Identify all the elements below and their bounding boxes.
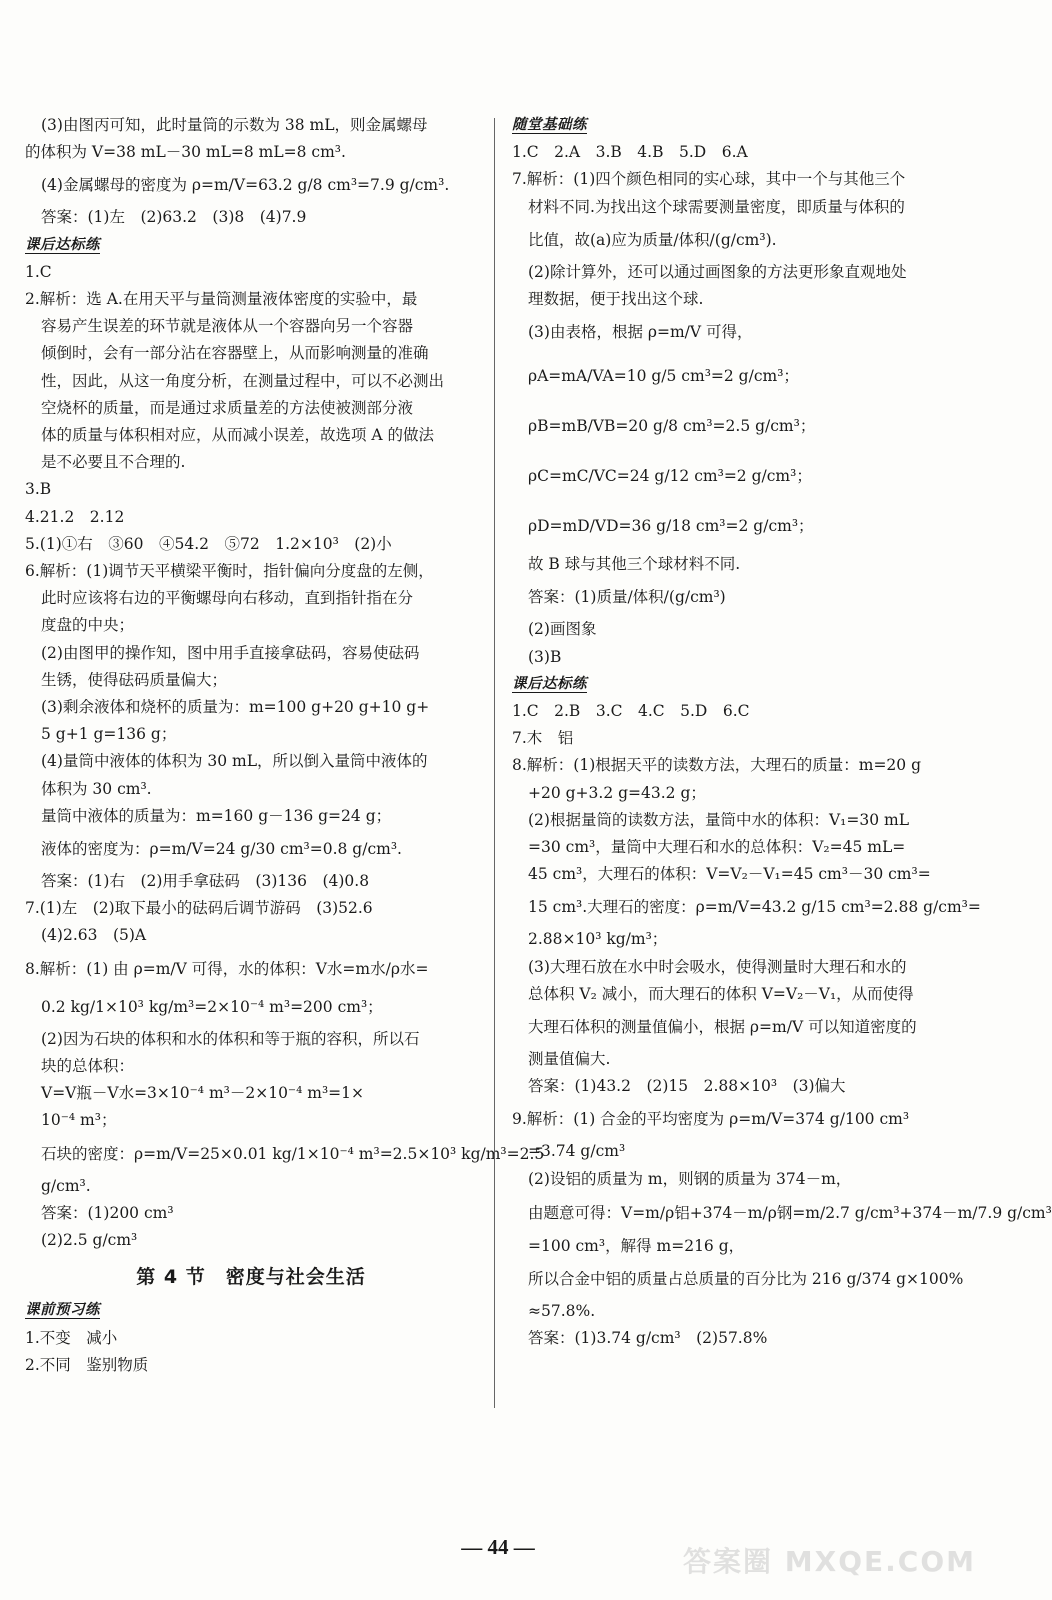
watermark: 答案圈 MXQE.COM: [683, 1545, 976, 1578]
text-line: ≈57.8%.: [528, 1302, 596, 1321]
text-line: 0.2 kg/1×10³ kg/m³=2×10⁻⁴ m³=200 cm³；: [41, 997, 383, 1016]
formula-line: ρB=mB/VB=20 g/8 cm³=2.5 g/cm³；: [528, 417, 816, 436]
text-line: +20 g+3.2 g=43.2 g；: [528, 783, 706, 802]
text-line: 体积为 30 cm³.: [41, 779, 152, 798]
text-line: 8.解析：(1)根据天平的读数方法，大理石的质量：m=20 g: [512, 756, 922, 775]
text-line: 此时应该将右边的平衡螺母向右移动，直到指针指在分: [41, 589, 414, 608]
text-line: 理数据，便于找出这个球.: [528, 290, 704, 309]
text-line: 10⁻⁴ m³；: [41, 1111, 117, 1130]
text-line: 容易产生误差的环节就是液体从一个容器向另一个容器: [41, 317, 414, 336]
text-line: (4)量筒中液体的体积为 30 mL，所以倒入量筒中液体的: [41, 752, 428, 771]
text-line: 测量值偏大.: [528, 1050, 611, 1069]
text-line: (3)由图丙可知，此时量筒的示数为 38 mL，则金属螺母: [41, 116, 428, 134]
text-line: 15 cm³.大理石的密度：ρ=m/V=43.2 g/15 cm³=2.88 g/cm³=: [528, 898, 981, 917]
answer-line: 答案：(1)右 (2)用手拿砝码 (3)136 (4)0.8: [41, 872, 370, 891]
text-line: 7.解析：(1)四个颜色相同的实心球，其中一个与其他三个: [512, 170, 906, 189]
text-line: 度盘的中央；: [41, 616, 135, 635]
text-line: =30 cm³，量筒中大理石和水的总体积：V₂=45 mL=: [528, 838, 906, 857]
section-heading: 随堂基础练: [512, 117, 587, 133]
text-line: 2.不同 鉴别物质: [25, 1355, 149, 1374]
text-line: 大理石体积的测量值偏小，根据 ρ=m/V 可以知道密度的: [528, 1018, 917, 1037]
text-line: g/cm³.: [41, 1176, 91, 1195]
formula-line: 由题意可得：V=m/ρ铝+374－m/ρ钢=m/2.7 g/cm³+374－m/7.9 g/cm³: [528, 1203, 1052, 1222]
formula-line: ρC=mC/VC=24 g/12 cm³=2 g/cm³；: [528, 467, 812, 486]
answer-line: 答案：(1)3.74 g/cm³ (2)57.8%: [528, 1329, 768, 1348]
section-title: 第 4 节 密度与社会生活: [136, 1266, 366, 1289]
text-line: (2)除计算外，还可以通过画图象的方法更形象直观地处: [528, 262, 907, 281]
text-line: (2)设铝的质量为 m，则钢的质量为 374－m，: [528, 1169, 852, 1188]
text-line: 6.解析：(1)调节天平横梁平衡时，指针偏向分度盘的左侧，: [25, 562, 434, 581]
section-heading: 课前预习练: [25, 1302, 100, 1319]
text-line: (4)金属螺母的密度为 ρ=m/V=63.2 g/8 cm³=7.9 g/cm³.: [41, 176, 450, 195]
answer-line: 答案：(1)43.2 (2)15 2.88×10³ (3)偏大: [528, 1077, 846, 1096]
text-line: 的体积为 V=38 mL－30 mL=8 mL=8 cm³.: [25, 143, 346, 162]
text-line: 8.解析：(1) 由 ρ=m/V 可得，水的体积：V水=m水/ρ水=: [25, 959, 429, 978]
text-line: (2)由图甲的操作知，图中用手直接拿砝码，容易使砝码: [41, 643, 420, 662]
text-line: (2)根据量筒的读数方法，量筒中水的体积：V₁=30 mL: [528, 810, 909, 829]
column-divider: [494, 118, 495, 1408]
text-line: (3)剩余液体和烧杯的质量为：m=100 g+20 g+10 g+: [41, 698, 430, 717]
answer-line: 答案：(1)200 cm³: [41, 1203, 174, 1222]
text-line: 体的质量与体积相对应，从而减小误差，故选项 A 的做法: [41, 426, 435, 445]
right-column: [512, 112, 1052, 1352]
text-line: =100 cm³，解得 m=216 g，: [528, 1236, 745, 1255]
answer-line: 答案：(1)质量/体积/(g/cm³): [528, 588, 726, 607]
section-heading: 课后达标练: [512, 675, 587, 692]
text-line: 4.21.2 2.12: [25, 507, 125, 526]
text-line: 空烧杯的质量，而是通过求质量差的方法使被测部分液: [41, 398, 414, 417]
text-line: 性，因此，从这一角度分析，在测量过程中，可以不必测出: [41, 371, 445, 390]
text-line: (3)由表格，根据 ρ=m/V 可得，: [528, 323, 753, 342]
text-line: 1.不变 减小: [25, 1328, 118, 1347]
answer-line: (3)B: [528, 647, 562, 666]
text-line: 9.解析：(1) 合金的平均密度为 ρ=m/V=374 g/100 cm³: [512, 1110, 910, 1129]
page-number: — 44 —: [461, 1535, 535, 1559]
answer-line: 答案：(1)左 (2)63.2 (3)8 (4)7.9: [41, 208, 307, 227]
text-line: (4)2.63 (5)A: [41, 926, 147, 945]
text-line: =3.74 g/cm³: [528, 1142, 626, 1161]
text-line: 故 B 球与其他三个球材料不同.: [528, 555, 741, 574]
text-line: 7.木 铝: [512, 729, 574, 748]
text-line: 石块的密度：ρ=m/V=25×0.01 kg/1×10⁻⁴ m³=2.5×10³ kg/m³=2.5: [41, 1144, 545, 1163]
text-line: 材料不同.为找出这个球需要测量密度，即质量与体积的: [528, 197, 905, 216]
text-line: 总体积 V₂ 减小，而大理石的体积 V=V₂－V₁，从而使得: [528, 984, 914, 1003]
text-line: 量筒中液体的质量为：m=160 g－136 g=24 g；: [41, 806, 392, 825]
formula-line: ρD=mD/VD=36 g/18 cm³=2 g/cm³；: [528, 517, 814, 536]
text-line: 5.(1)①右 ③60 ④54.2 ⑤72 1.2×10³ (2)小: [25, 534, 392, 553]
text-line: (3)大理石放在水中时会吸水，使得测量时大理石和水的: [528, 957, 907, 976]
text-line: 7.(1)左 (2)取下最小的砝码后调节游码 (3)52.6: [25, 899, 373, 918]
text-line: 液体的密度为：ρ=m/V=24 g/30 cm³=0.8 g/cm³.: [41, 840, 402, 859]
text-line: 5 g+1 g=136 g；: [41, 725, 177, 744]
section-heading: 课后达标练: [25, 236, 100, 253]
text-line: 生锈，使得砝码质量偏大；: [41, 670, 228, 689]
text-line: 倾倒时，会有一部分沾在容器壁上，从而影响测量的准确: [41, 344, 429, 363]
text-line: 2.解析：选 A.在用天平与量筒测量液体密度的实验中，最: [25, 290, 418, 309]
text-line: 1.C 2.A 3.B 4.B 5.D 6.A: [512, 143, 748, 162]
answer-line: (2)2.5 g/cm³: [41, 1230, 138, 1249]
answer-line: (2)画图象: [528, 620, 597, 639]
text-line: 是不必要且不合理的.: [41, 453, 186, 472]
text-line: 1.C: [25, 262, 52, 281]
text-line: 3.B: [25, 480, 52, 499]
text-line: 块的总体积：: [41, 1056, 135, 1075]
text-line: 2.88×10³ kg/m³；: [528, 930, 668, 949]
text-line: 45 cm³，大理石的体积：V=V₂－V₁=45 cm³－30 cm³=: [528, 865, 931, 884]
text-line: 比值，故(a)应为质量/体积/(g/cm³).: [528, 230, 777, 249]
text-line: (2)因为石块的体积和水的体积和等于瓶的容积，所以石: [41, 1029, 420, 1048]
text-line: V=V瓶－V水=3×10⁻⁴ m³－2×10⁻⁴ m³=1×: [41, 1084, 365, 1103]
text-line: 所以合金中铝的质量占总质量的百分比为 216 g/374 g×100%: [528, 1270, 964, 1289]
text-line: 1.C 2.B 3.C 4.C 5.D 6.C: [512, 702, 750, 721]
formula-line: ρA=mA/VA=10 g/5 cm³=2 g/cm³；: [528, 367, 799, 386]
